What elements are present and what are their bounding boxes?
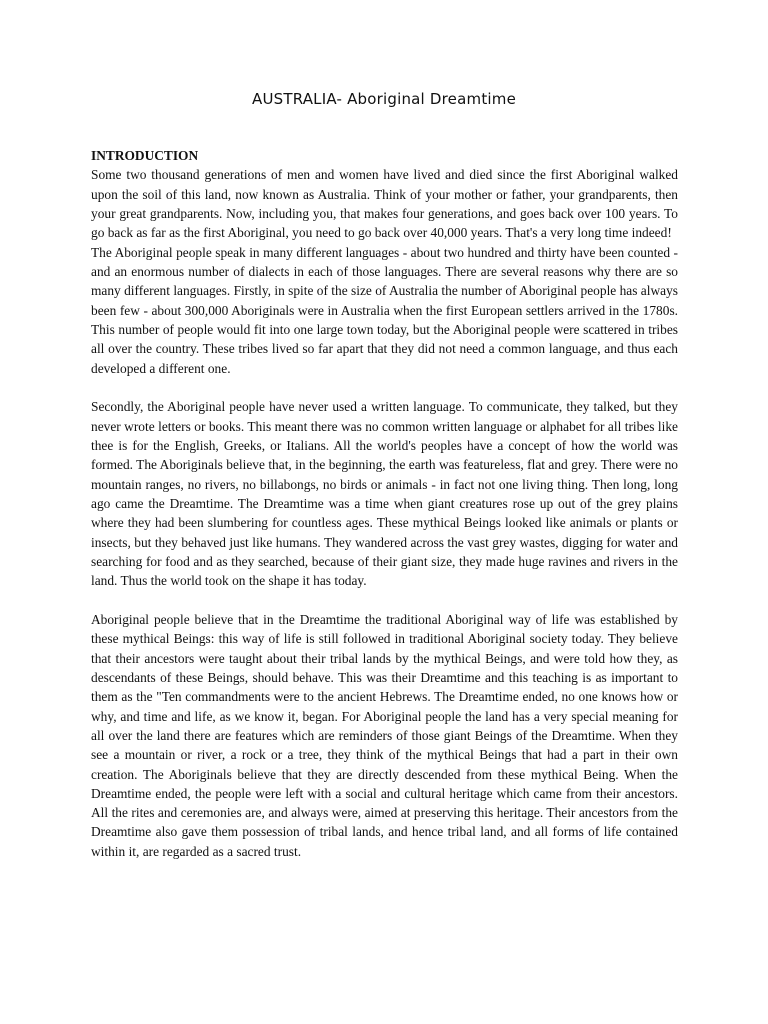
- page-title: AUSTRALIA- Aboriginal Dreamtime: [251, 90, 517, 108]
- paragraph-dreamtime-origin: Secondly, the Aboriginal people have never used a written language. To communicate, they talked, but they never wrote letters or books. This meant there was no common written language or alphabet for all tribes like thee is for the English, Greeks, or Italians. All the world's peoples have a concept of how the world was formed. The Aboriginals believe that, in the beginning, the earth was featureless, flat and grey. There were no mountain ranges, no rivers, no billabongs, no birds or animals - in fact not one living thing. Then long, long ago came the Dreamtime. The Dreamtime was a time when giant creatures rose up out of the grey plains where they had been slumbering for countless ages. These mythical Beings looked like animals or plants or insects, but they behaved just like humans. They wandered across the vast grey wastes, digging for water and searching for food and as they searched, because of their giant size, they made huge ravines and rivers in the land. Thus the world took on the shape it has today.: [91, 399, 678, 589]
- paragraph-languages: The Aboriginal people speak in many different languages - about two hundred and thirty have been counted - and an enormous number of dialects in each of those languages. There are several reasons why there are so many different languages. Firstly, in spite of the size of Australia the number of Aboriginal people has always been few - about 300,000 Aboriginals were in Australia when the first European settlers arrived in the 1780s. This number of people would fit into one large town today, but the Aboriginal people were scattered in tribes all over the country. These tribes lived so far apart that they did not need a common language, and thus each developed a different one.: [91, 244, 678, 376]
- section-heading: INTRODUCTION: [91, 148, 199, 163]
- paragraph-introduction: Some two thousand generations of men and women have lived and died since the first Aboriginal walked upon the soil of this land, now known as Australia. Think of your mother or father, your grandparents, then your great grandparents. Now, including you, that makes four generations, and goes back over 100 years. To go back as far as the first Aboriginal, you need to go back over 40,000 years. That's a very long time indeed!: [91, 167, 678, 241]
- paragraph-dreamtime-beliefs: Aboriginal people believe that in the Dreamtime the traditional Aboriginal way of life was established by these mythical Beings: this way of life is still followed in traditional Aboriginal society today. They believe that their ancestors were taught about their tribal lands by the mythical Beings, and were told how they, as descendants of these Beings, should behave. This was their Dreamtime and this teaching is as important to them as the "Ten commandments were to the ancient Hebrews. The Dreamtime ended, no one knows how or why, and time and life, as we know it, began. For Aboriginal people the land has a very special meaning for all over the land there are features which are reminders of those giant Beings of the Dreamtime. When they see a mountain or river, a rock or a tree, they think of the mythical Beings that had a part in their own creation. The Aboriginals believe that they are directly descended from these mythical Being. When the Dreamtime ended, the people were left with a social and cultural heritage which came from their ancestors. All the rites and ceremonies are, and always were, aimed at preserving this heritage. Their ancestors from the Dreamtime also gave them possession of tribal lands, and hence tribal land, and all forms of life contained within it, are regarded as a sacred trust.: [91, 611, 678, 859]
- document-body: [91, 146, 678, 861]
